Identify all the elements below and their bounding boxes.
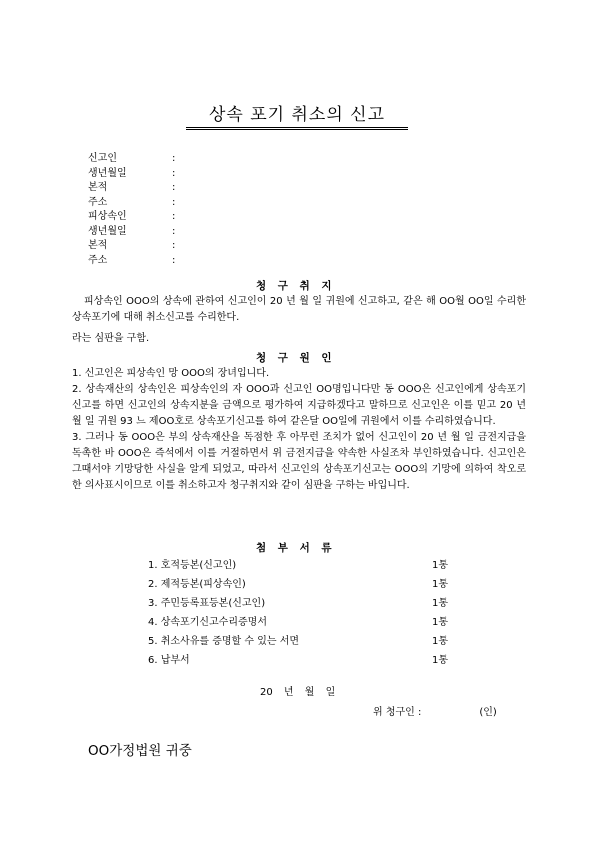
party-label: 본적 — [88, 182, 108, 193]
party-label: 본적 — [88, 240, 108, 251]
party-label: 피상속인 — [88, 211, 127, 222]
document-title-block — [186, 100, 408, 125]
claim-cause-heading: 청 구 원 인 — [256, 352, 336, 364]
party-value: : — [172, 182, 176, 193]
party-value: : — [172, 254, 176, 266]
party-row — [88, 167, 175, 182]
attachment-qty: 1통 — [432, 560, 449, 571]
attachment-name: 2. 제적등본(피상속인) — [148, 579, 246, 590]
attachment-qty: 1통 — [432, 655, 449, 666]
attachment-item — [148, 594, 448, 613]
attachment-qty: 1통 — [432, 579, 449, 590]
attachment-qty: 1통 — [432, 636, 449, 647]
party-row — [88, 225, 175, 240]
attachment-item — [148, 632, 448, 651]
party-label: 주소 — [88, 196, 108, 208]
party-label: 주소 — [88, 254, 108, 266]
claim-cause-item: 2. 상속재산의 상속인은 피상속인의 자 OOO과 신고인 OO명입니다만 동 OOO은 신고인에게 상속포기신고를 하면 신고인의 상속지분을 금액으로 평가하여 지급하겠다고 말하므로 신고인은 이를 믿고 20 년 월 일 귀원 93 느 제OO호로 상속포기신고를 하여 같은달 OO일에 귀원에서 이를 수리하였습니다. — [72, 384, 526, 427]
attachment-name: 3. 주민등록표등본(신고인) — [148, 598, 266, 609]
claim-cause-item: 3. 그러나 동 OOO은 부의 상속재산을 독점한 후 아무런 조치가 없어 신고인이 20 년 월 일 금전지급을 독촉한 바 OOO은 즉석에서 이를 거절하면서 위 금전지급을 약속한 사실조차 부인하였습니다. 신고인은 그때서야 기망당한 사실을 알게 되었고, 따라서 신고인의 상속포기신고는 OOO의 기망에 의하여 착오로 한 의사표시이므로 이를 취소하고자 청구취지와 같이 심판을 구하는 바입니다. — [72, 432, 526, 491]
attachments-heading: 첨 부 서 류 — [256, 542, 336, 554]
claim-purpose-heading: 청 구 취 지 — [256, 280, 336, 292]
signature-label: 위 청구인 : — [373, 707, 422, 718]
party-label: 생년월일 — [88, 167, 127, 179]
claim-purpose-paragraph: 피상속인 OOO의 상속에 관하여 신고인이 20 년 월 일 귀원에 신고하고, 같은 해 OO월 OO일 수리한 상속포기에 대해 취소신고를 수리한다. — [72, 296, 526, 323]
party-row — [88, 239, 175, 254]
party-row — [88, 210, 175, 225]
party-value: : — [172, 167, 176, 179]
party-value: : — [172, 153, 176, 164]
document-title: 상속 포기 취소의 신고 — [208, 105, 385, 125]
claim-cause-body — [72, 366, 526, 494]
party-label: 신고인 — [88, 153, 117, 164]
court-addressee: OO가정법원 귀중 — [88, 743, 192, 759]
attachment-item — [148, 575, 448, 594]
party-row — [88, 254, 175, 269]
party-value: : — [172, 225, 176, 237]
party-label: 생년월일 — [88, 225, 127, 237]
attachment-name: 6. 납부서 — [148, 655, 190, 666]
attachment-item — [148, 651, 448, 670]
attachment-name: 1. 호적등본(신고인) — [148, 560, 237, 571]
attachments-list — [148, 556, 448, 670]
party-value: : — [172, 211, 176, 222]
party-value: : — [172, 196, 176, 208]
party-row — [88, 152, 175, 167]
party-row — [88, 181, 175, 196]
party-info-block — [88, 152, 175, 268]
attachment-name: 5. 취소사유를 증명할 수 있는 서면 — [148, 636, 300, 647]
signature-line — [373, 703, 497, 718]
party-row — [88, 196, 175, 211]
filing-date: 20 년 월 일 — [260, 687, 336, 698]
party-value: : — [172, 240, 176, 251]
attachment-item — [148, 613, 448, 632]
attachment-item — [148, 556, 448, 575]
attachment-qty: 1통 — [432, 598, 449, 609]
claim-purpose-closing: 라는 심판을 구함. — [72, 333, 150, 344]
attachment-name: 4. 상속포기신고수리증명서 — [148, 617, 267, 628]
claim-purpose-body — [72, 294, 526, 347]
claim-cause-item: 1. 신고인은 피상속인 망 OOO의 장녀입니다. — [72, 368, 270, 379]
title-underline — [186, 127, 408, 130]
seal-mark: (인) — [479, 707, 497, 718]
attachment-qty: 1통 — [432, 617, 449, 628]
